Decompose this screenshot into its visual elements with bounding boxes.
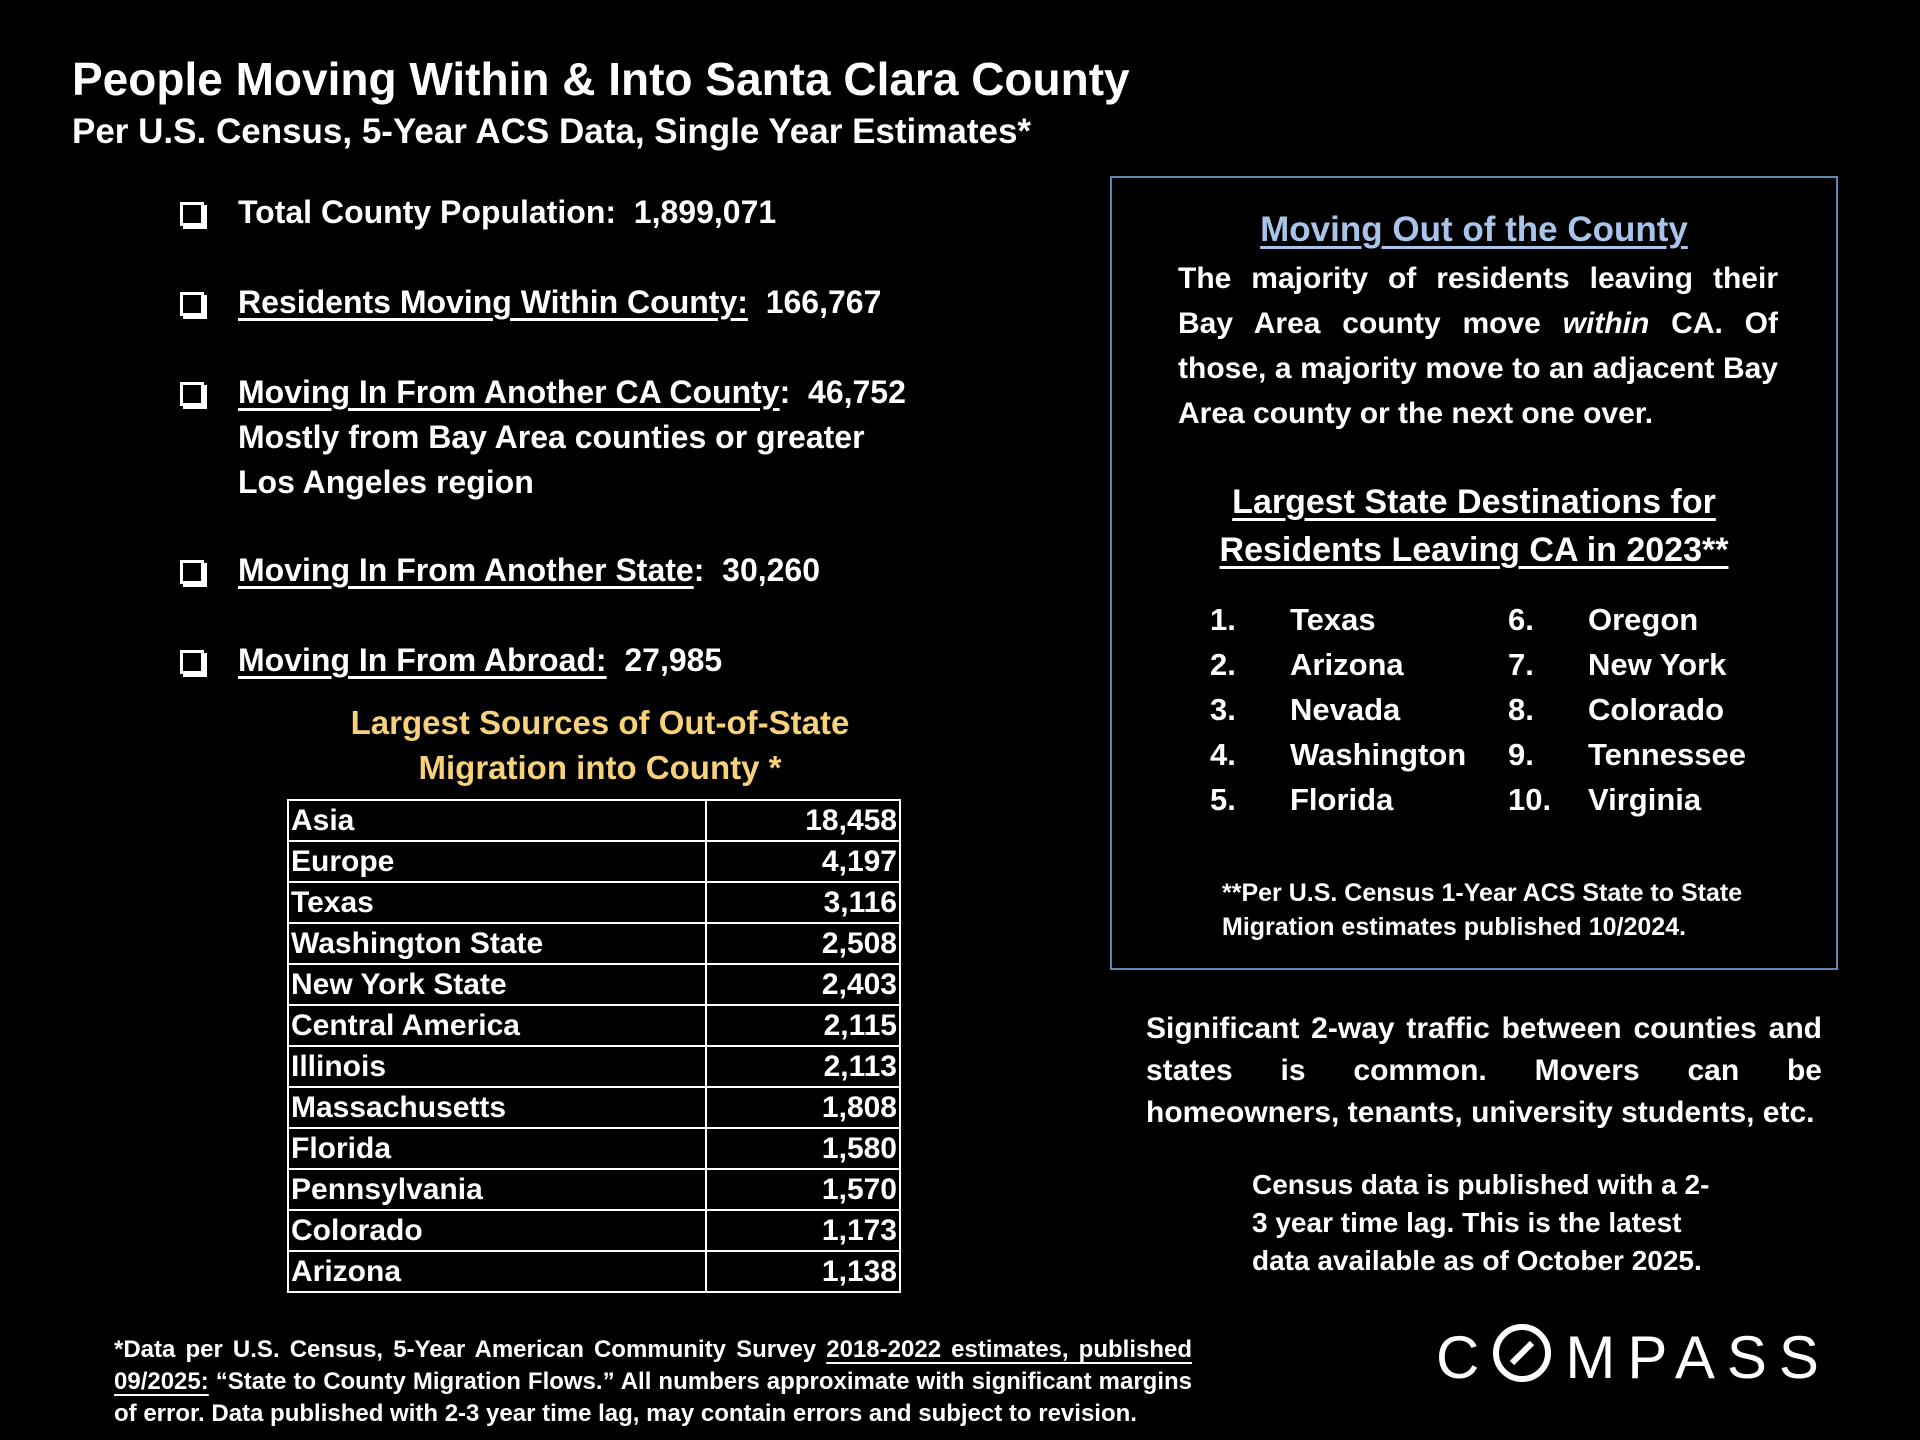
source-value: 2,508	[706, 923, 900, 964]
source-value: 2,113	[706, 1046, 900, 1087]
table-row	[288, 923, 900, 964]
table-row	[288, 882, 900, 923]
abroad-label: Moving In From Abroad:	[238, 642, 607, 678]
within-label: Residents Moving Within County:	[238, 284, 748, 320]
ca-value: 46,752	[808, 374, 906, 410]
page-subtitle: Per U.S. Census, 5-Year ACS Data, Single Year Estimates*	[72, 112, 1032, 151]
source-name: Florida	[288, 1128, 706, 1169]
source-name: Texas	[288, 882, 706, 923]
compass-o-icon	[1491, 1322, 1553, 1384]
sources-table-title: Largest Sources of Out-of-State Migration into County *	[350, 704, 850, 786]
destination-state: Colorado	[1588, 692, 1725, 727]
source-value: 2,403	[706, 964, 900, 1005]
panel-body: The majority of residents leaving their Bay Area county move within CA. Of those, a majority move to an adjacent Bay Area county or the next one over.	[1178, 262, 1778, 430]
destination-state: Arizona	[1290, 647, 1404, 682]
source-value: 1,808	[706, 1087, 900, 1128]
table-row	[288, 1169, 900, 1210]
total-value: 1,899,071	[633, 194, 777, 230]
source-value: 1,173	[706, 1210, 900, 1251]
footnote: *Data per U.S. Census, 5-Year American Community Survey 2018-2022 estimates, published 09/2025: “State to County Migration Flows.” All numbers approximate with significant margins of error. Data published with 2-3 year time lag, may contain errors and subject to revision.	[114, 1336, 1192, 1427]
checkbox-bullet-icon	[180, 650, 204, 674]
sources-table	[287, 799, 901, 1293]
destination-state: New York	[1588, 647, 1727, 682]
source-name: Europe	[288, 841, 706, 882]
destination-rank: 5.	[1210, 782, 1236, 817]
moving-out-panel	[1110, 176, 1838, 970]
checkbox-bullet-icon	[180, 382, 204, 406]
source-name: Arizona	[288, 1251, 706, 1292]
source-value: 1,580	[706, 1128, 900, 1169]
source-value: 2,115	[706, 1005, 900, 1046]
table-row	[288, 1087, 900, 1128]
destination-state: Texas	[1290, 602, 1376, 637]
destination-state: Washington	[1290, 737, 1467, 772]
destination-rank: 9.	[1508, 737, 1534, 772]
within-value: 166,767	[765, 284, 882, 320]
table-row	[288, 800, 900, 841]
table-row	[288, 841, 900, 882]
source-value: 18,458	[706, 800, 900, 841]
traffic-note: Significant 2-way traffic between counties and states is common. Movers can be homeowners, tenants, university students, etc.	[1146, 1012, 1822, 1129]
table-row	[288, 1251, 900, 1292]
page-title: People Moving Within & Into Santa Clara County	[72, 53, 1130, 105]
destination-state: Tennessee	[1588, 737, 1746, 772]
source-name: Central America	[288, 1005, 706, 1046]
checkbox-bullet-icon	[180, 202, 204, 226]
ca-label: Moving In From Another CA County	[238, 374, 780, 410]
ca-note-line-1: Mostly from Bay Area counties or greater	[238, 419, 865, 455]
panel-footnote: **Per U.S. Census 1-Year ACS State to State Migration estimates published 10/2024.	[1222, 879, 1743, 941]
table-row	[288, 1005, 900, 1046]
destination-rank: 2.	[1210, 647, 1236, 682]
source-name: Pennsylvania	[288, 1169, 706, 1210]
destination-state: Virginia	[1588, 782, 1702, 817]
destinations-title: Largest State Destinations for Residents Leaving CA in 2023**	[1219, 483, 1729, 569]
table-row	[288, 1210, 900, 1251]
abroad-value: 27,985	[624, 642, 723, 678]
destination-rank: 7.	[1508, 647, 1534, 682]
state-label: Moving In From Another State	[238, 552, 694, 588]
source-name: Illinois	[288, 1046, 706, 1087]
checkbox-bullet-icon	[180, 560, 204, 584]
table-row	[288, 964, 900, 1005]
table-row	[288, 1128, 900, 1169]
source-value: 1,138	[706, 1251, 900, 1292]
source-name: Asia	[288, 800, 706, 841]
destination-rank: 8.	[1508, 692, 1534, 727]
state-value: 30,260	[722, 552, 821, 588]
source-name: New York State	[288, 964, 706, 1005]
source-name: Washington State	[288, 923, 706, 964]
destination-rank: 1.	[1210, 602, 1236, 637]
total-label: Total County Population:	[238, 194, 617, 230]
destination-rank: 10.	[1508, 782, 1552, 817]
panel-heading: Moving Out of the County	[1260, 210, 1688, 249]
destination-state: Oregon	[1588, 602, 1699, 637]
source-name: Massachusetts	[288, 1087, 706, 1128]
destination-state: Florida	[1290, 782, 1394, 817]
source-name: Colorado	[288, 1210, 706, 1251]
compass-logo: C MPASS	[1436, 1324, 1831, 1391]
source-value: 4,197	[706, 841, 900, 882]
table-row	[288, 1046, 900, 1087]
destination-state: Nevada	[1290, 692, 1401, 727]
destination-rank: 3.	[1210, 692, 1236, 727]
destination-rank: 6.	[1508, 602, 1534, 637]
destination-rank: 4.	[1210, 737, 1236, 772]
ca-note-line-2: Los Angeles region	[238, 464, 534, 500]
source-value: 1,570	[706, 1169, 900, 1210]
checkbox-bullet-icon	[180, 292, 204, 316]
census-lag-note: Census data is published with a 2- 3 year time lag. This is the latest data available as of October 2025.	[1252, 1169, 1710, 1276]
source-value: 3,116	[706, 882, 900, 923]
